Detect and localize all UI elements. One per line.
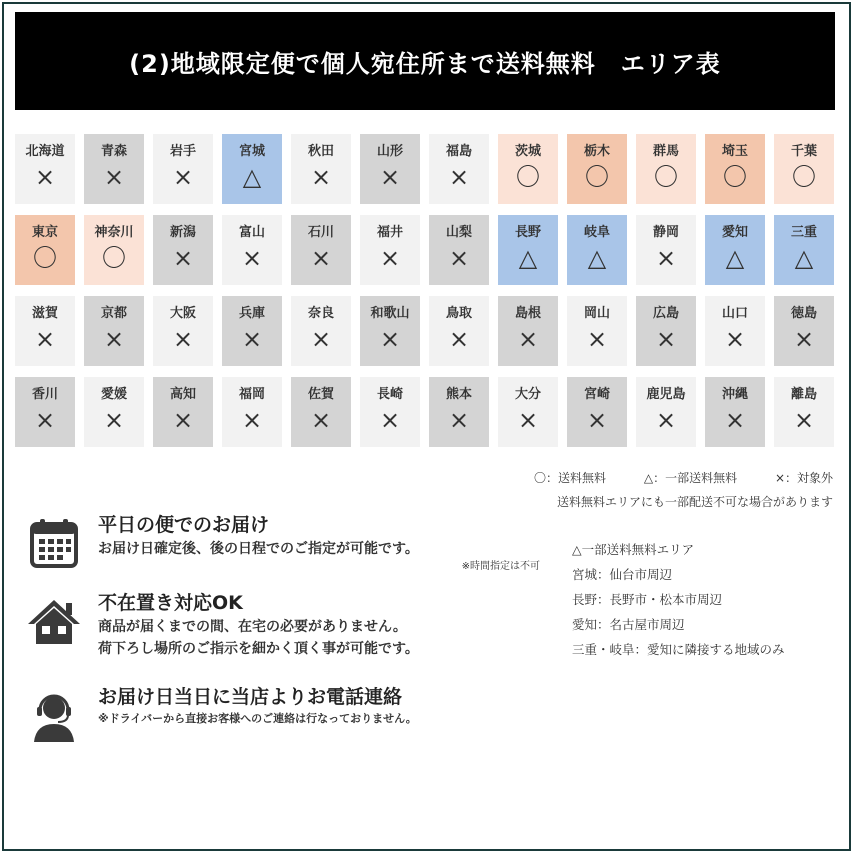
- prefecture-cell: [567, 296, 627, 366]
- shipping-mark: ×: [310, 163, 332, 191]
- shipping-mark: ×: [448, 244, 470, 272]
- shipping-mark: ×: [310, 406, 332, 434]
- prefecture-cell: [291, 215, 351, 285]
- prefecture-name: 静岡: [652, 225, 679, 240]
- page-title-text: (2)地域限定便で個人宛住所まで送料無料 エリア表: [129, 49, 721, 78]
- prefecture-cell: [360, 215, 420, 285]
- prefecture-cell: [429, 134, 489, 204]
- prefecture-name: 奈良: [307, 306, 334, 321]
- prefecture-cell: [567, 377, 627, 447]
- shipping-mark: 〇: [723, 163, 747, 191]
- prefecture-cell: [498, 296, 558, 366]
- shipping-mark: ×: [793, 325, 815, 353]
- prefecture-name: 和歌山: [370, 306, 410, 321]
- prefecture-name: 神奈川: [94, 225, 134, 240]
- prefecture-cell: [222, 377, 282, 447]
- prefecture-name: 大阪: [169, 306, 196, 321]
- prefecture-cell: [153, 134, 213, 204]
- shipping-mark: ×: [103, 163, 125, 191]
- prefecture-cell: [291, 377, 351, 447]
- legend-row: [500, 466, 833, 490]
- shipping-mark: ×: [379, 163, 401, 191]
- prefecture-name: 京都: [100, 306, 127, 321]
- partial-area-list: [572, 537, 785, 662]
- house-icon: [26, 594, 82, 650]
- shipping-mark: ×: [655, 325, 677, 353]
- partial-area-line: 宮城：仙台市周辺: [572, 567, 673, 582]
- partial-area-line: 愛知：名古屋市周辺: [572, 617, 685, 632]
- prefecture-name: 宮崎: [583, 387, 610, 402]
- shipping-mark: ×: [34, 325, 56, 353]
- prefecture-cell: [705, 134, 765, 204]
- prefecture-name: 宮城: [238, 144, 265, 159]
- page-title: [15, 12, 835, 110]
- prefecture-cell: [429, 215, 489, 285]
- shipping-mark: ×: [517, 325, 539, 353]
- feature-absence-desc1: 商品が届くまでの間、在宅の必要がありません。: [98, 619, 407, 635]
- feature-absence-desc2: 荷下ろし場所のご指示を細かく頂く事が可能です。: [98, 641, 419, 657]
- prefecture-name: 埼玉: [721, 144, 748, 159]
- calendar-icon: [26, 516, 82, 572]
- prefecture-name: 徳島: [790, 306, 817, 321]
- prefecture-name: 滋賀: [31, 306, 58, 321]
- prefecture-cell: [222, 134, 282, 204]
- feature-phone: [22, 684, 562, 728]
- prefecture-cell: [153, 377, 213, 447]
- partial-area-line: 三重・岐阜：愛知に隣接する地域のみ: [572, 642, 785, 657]
- prefecture-cell: [636, 296, 696, 366]
- shipping-mark: ×: [310, 325, 332, 353]
- prefecture-name: 沖縄: [721, 387, 748, 402]
- prefecture-cell: [636, 377, 696, 447]
- prefecture-name: 兵庫: [238, 306, 265, 321]
- feature-weekday: [22, 512, 562, 590]
- prefecture-name: 山梨: [445, 225, 472, 240]
- shipping-mark: ×: [655, 244, 677, 272]
- prefecture-cell: [498, 377, 558, 447]
- operator-icon: [26, 688, 82, 744]
- prefecture-cell: [498, 134, 558, 204]
- legend: [500, 466, 833, 514]
- shipping-mark: ×: [448, 325, 470, 353]
- prefecture-name: 大分: [514, 387, 541, 402]
- prefecture-name: 福岡: [238, 387, 265, 402]
- prefecture-name: 富山: [238, 225, 265, 240]
- prefecture-name: 東京: [31, 225, 58, 240]
- prefecture-name: 千葉: [790, 144, 817, 159]
- shipping-mark: ×: [241, 325, 263, 353]
- shipping-mark: ×: [103, 406, 125, 434]
- prefecture-name: 三重: [790, 225, 817, 240]
- shipping-mark: ×: [310, 244, 332, 272]
- shipping-mark: 〇: [792, 163, 816, 191]
- prefecture-cell: [15, 377, 75, 447]
- shipping-mark: 〇: [102, 244, 126, 272]
- feature-weekday-small: ※時間指定は不可: [461, 561, 540, 572]
- feature-absence: [22, 590, 562, 682]
- prefecture-cell: [15, 296, 75, 366]
- prefecture-name: 茨城: [514, 144, 541, 159]
- shipping-mark: ×: [34, 406, 56, 434]
- prefecture-cell: [84, 134, 144, 204]
- prefecture-cell: [498, 215, 558, 285]
- prefecture-cell: [360, 134, 420, 204]
- shipping-mark: ×: [724, 406, 746, 434]
- prefecture-name: 鳥取: [445, 306, 472, 321]
- prefecture-cell: [567, 215, 627, 285]
- prefecture-name: 北海道: [25, 144, 65, 159]
- prefecture-cell: [291, 296, 351, 366]
- shipping-mark: 〇: [516, 163, 540, 191]
- shipping-mark: ×: [172, 244, 194, 272]
- shipping-mark: ×: [172, 163, 194, 191]
- feature-phone-title: お届け日当日に当店よりお電話連絡: [98, 686, 403, 708]
- shipping-mark: ×: [448, 406, 470, 434]
- shipping-mark: ×: [172, 325, 194, 353]
- prefecture-name: 離島: [790, 387, 817, 402]
- prefecture-grid: [15, 134, 835, 447]
- shipping-mark: ×: [724, 325, 746, 353]
- shipping-mark: ×: [379, 406, 401, 434]
- features: [22, 512, 562, 728]
- prefecture-cell: [15, 134, 75, 204]
- prefecture-name: 鹿児島: [646, 387, 686, 402]
- shipping-mark: ×: [172, 406, 194, 434]
- prefecture-cell: [636, 134, 696, 204]
- shipping-mark: ×: [586, 406, 608, 434]
- prefecture-cell: [429, 296, 489, 366]
- prefecture-name: 愛媛: [100, 387, 127, 402]
- prefecture-cell: [705, 377, 765, 447]
- prefecture-name: 岩手: [169, 144, 196, 159]
- feature-weekday-title: 平日の便でのお届け: [98, 514, 270, 536]
- prefecture-name: 山形: [376, 144, 403, 159]
- prefecture-cell: [153, 215, 213, 285]
- prefecture-cell: [774, 296, 834, 366]
- prefecture-name: 山口: [721, 306, 748, 321]
- prefecture-name: 秋田: [307, 144, 334, 159]
- legend-note: 送料無料エリアにも一部配送不可な場合があります: [556, 495, 833, 509]
- shipping-mark: ×: [379, 244, 401, 272]
- prefecture-name: 愛知: [721, 225, 748, 240]
- prefecture-name: 岡山: [583, 306, 610, 321]
- shipping-mark: △: [794, 244, 814, 272]
- prefecture-cell: [222, 296, 282, 366]
- prefecture-name: 青森: [100, 144, 127, 159]
- prefecture-name: 福井: [376, 225, 403, 240]
- shipping-mark: 〇: [33, 244, 57, 272]
- prefecture-cell: [705, 215, 765, 285]
- shipping-mark: ×: [517, 406, 539, 434]
- prefecture-cell: [636, 215, 696, 285]
- prefecture-cell: [774, 377, 834, 447]
- shipping-mark: △: [587, 244, 607, 272]
- prefecture-name: 新潟: [169, 225, 196, 240]
- shipping-mark: ×: [655, 406, 677, 434]
- shipping-mark: ×: [241, 406, 263, 434]
- legend-excluded: ×：対象外: [774, 471, 833, 485]
- prefecture-cell: [222, 215, 282, 285]
- prefecture-name: 佐賀: [307, 387, 334, 402]
- prefecture-cell: [567, 134, 627, 204]
- shipping-mark: ×: [103, 325, 125, 353]
- prefecture-cell: [705, 296, 765, 366]
- prefecture-cell: [774, 215, 834, 285]
- prefecture-name: 群馬: [652, 144, 679, 159]
- legend-free: 〇：送料無料: [534, 471, 607, 485]
- prefecture-cell: [291, 134, 351, 204]
- prefecture-name: 岐阜: [583, 225, 610, 240]
- prefecture-name: 長野: [514, 225, 541, 240]
- prefecture-name: 栃木: [583, 144, 610, 159]
- prefecture-name: 香川: [31, 387, 58, 402]
- prefecture-name: 熊本: [445, 387, 472, 402]
- feature-weekday-desc: お届け日確定後、後の日程でのご指定が可能です。: [98, 541, 419, 557]
- shipping-mark: ×: [448, 163, 470, 191]
- shipping-mark: 〇: [585, 163, 609, 191]
- shipping-mark: ×: [241, 244, 263, 272]
- legend-partial: △：一部送料無料: [643, 471, 738, 485]
- prefecture-name: 長崎: [376, 387, 403, 402]
- prefecture-name: 広島: [652, 306, 679, 321]
- prefecture-name: 島根: [514, 306, 541, 321]
- prefecture-name: 石川: [307, 225, 334, 240]
- shipping-mark: ×: [586, 325, 608, 353]
- feature-phone-note: ※ドライバーから直接お客様へのご連絡は行なっておりません。: [98, 712, 417, 725]
- feature-absence-title: 不在置き対応OK: [98, 592, 243, 614]
- prefecture-cell: [84, 215, 144, 285]
- prefecture-name: 高知: [169, 387, 196, 402]
- shipping-mark: ×: [379, 325, 401, 353]
- prefecture-cell: [774, 134, 834, 204]
- shipping-mark: △: [725, 244, 745, 272]
- prefecture-cell: [15, 215, 75, 285]
- prefecture-cell: [360, 377, 420, 447]
- partial-area-heading: △一部送料無料エリア: [572, 542, 695, 557]
- prefecture-cell: [153, 296, 213, 366]
- shipping-mark: △: [518, 244, 538, 272]
- shipping-mark: △: [242, 163, 262, 191]
- prefecture-cell: [360, 296, 420, 366]
- shipping-mark: ×: [793, 406, 815, 434]
- shipping-mark: ×: [34, 163, 56, 191]
- shipping-mark: 〇: [654, 163, 678, 191]
- prefecture-cell: [429, 377, 489, 447]
- prefecture-name: 福島: [445, 144, 472, 159]
- partial-area-line: 長野：長野市・松本市周辺: [572, 592, 723, 607]
- prefecture-cell: [84, 296, 144, 366]
- prefecture-cell: [84, 377, 144, 447]
